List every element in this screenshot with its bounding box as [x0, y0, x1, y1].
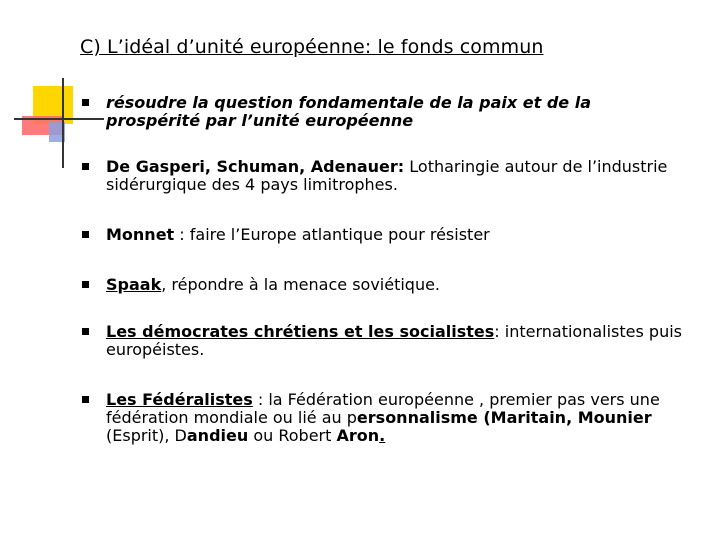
bullet-text-run: , répondre à la menace soviétique. — [161, 275, 441, 294]
bullet-text — [106, 323, 682, 359]
bullet-item — [82, 94, 682, 130]
bullet-item — [82, 276, 682, 294]
bullet-square-icon — [82, 328, 89, 335]
bullet-square-icon — [82, 99, 89, 106]
bullet-item — [82, 323, 682, 359]
bullet-text-run: De Gasperi, Schuman, Adenauer: — [106, 157, 405, 176]
bullet-item — [82, 391, 682, 445]
bullet-text-run: : faire l’Europe atlantique pour résister — [174, 225, 490, 244]
decor-vertical-line — [62, 78, 64, 168]
bullet-text-run: Les Fédéralistes — [106, 390, 253, 409]
bullet-text-run: : la Fédération européenne , premier pas vers une fédération mondiale ou lié au p — [106, 390, 660, 427]
bullet-text-run: résoudre la question fondamentale de la paix et de la prospérité par l’unité européenne — [106, 93, 592, 130]
bullet-square-icon — [82, 163, 89, 170]
bullet-square-icon — [82, 231, 89, 238]
bullet-item — [82, 226, 682, 244]
bullet-square-icon — [82, 396, 89, 403]
bullet-text — [106, 391, 682, 445]
bullet-text — [106, 158, 682, 194]
bullet-text — [106, 276, 682, 294]
bullet-text-run: Spaak — [106, 275, 162, 294]
bullet-text-run: andieu — [186, 426, 249, 445]
bullet-text-run: ersonnalisme (Maritain, Mounier — [356, 408, 652, 427]
bullet-text-run: Les démocrates chrétiens et les socialistes — [106, 322, 495, 341]
bullet-text — [106, 94, 682, 130]
bullet-text-run: ou Robert — [248, 426, 337, 445]
bullet-text-run: : internationalistes puis européistes. — [106, 322, 682, 359]
bullet-square-icon — [82, 281, 89, 288]
bullet-text-run: Aron — [336, 426, 380, 445]
bullet-text-run: Monnet — [106, 225, 175, 244]
bullet-text — [106, 226, 682, 244]
bullet-text-run: Lotharingie autour de l’industrie sidérurgique des 4 pays limitrophes. — [106, 157, 668, 194]
bullet-item — [82, 158, 682, 194]
bullet-text-run: (Esprit), D — [106, 426, 187, 445]
slide-title: C) L’idéal d’unité européenne: le fonds commun — [80, 36, 544, 58]
bullet-text-run: . — [379, 426, 386, 445]
